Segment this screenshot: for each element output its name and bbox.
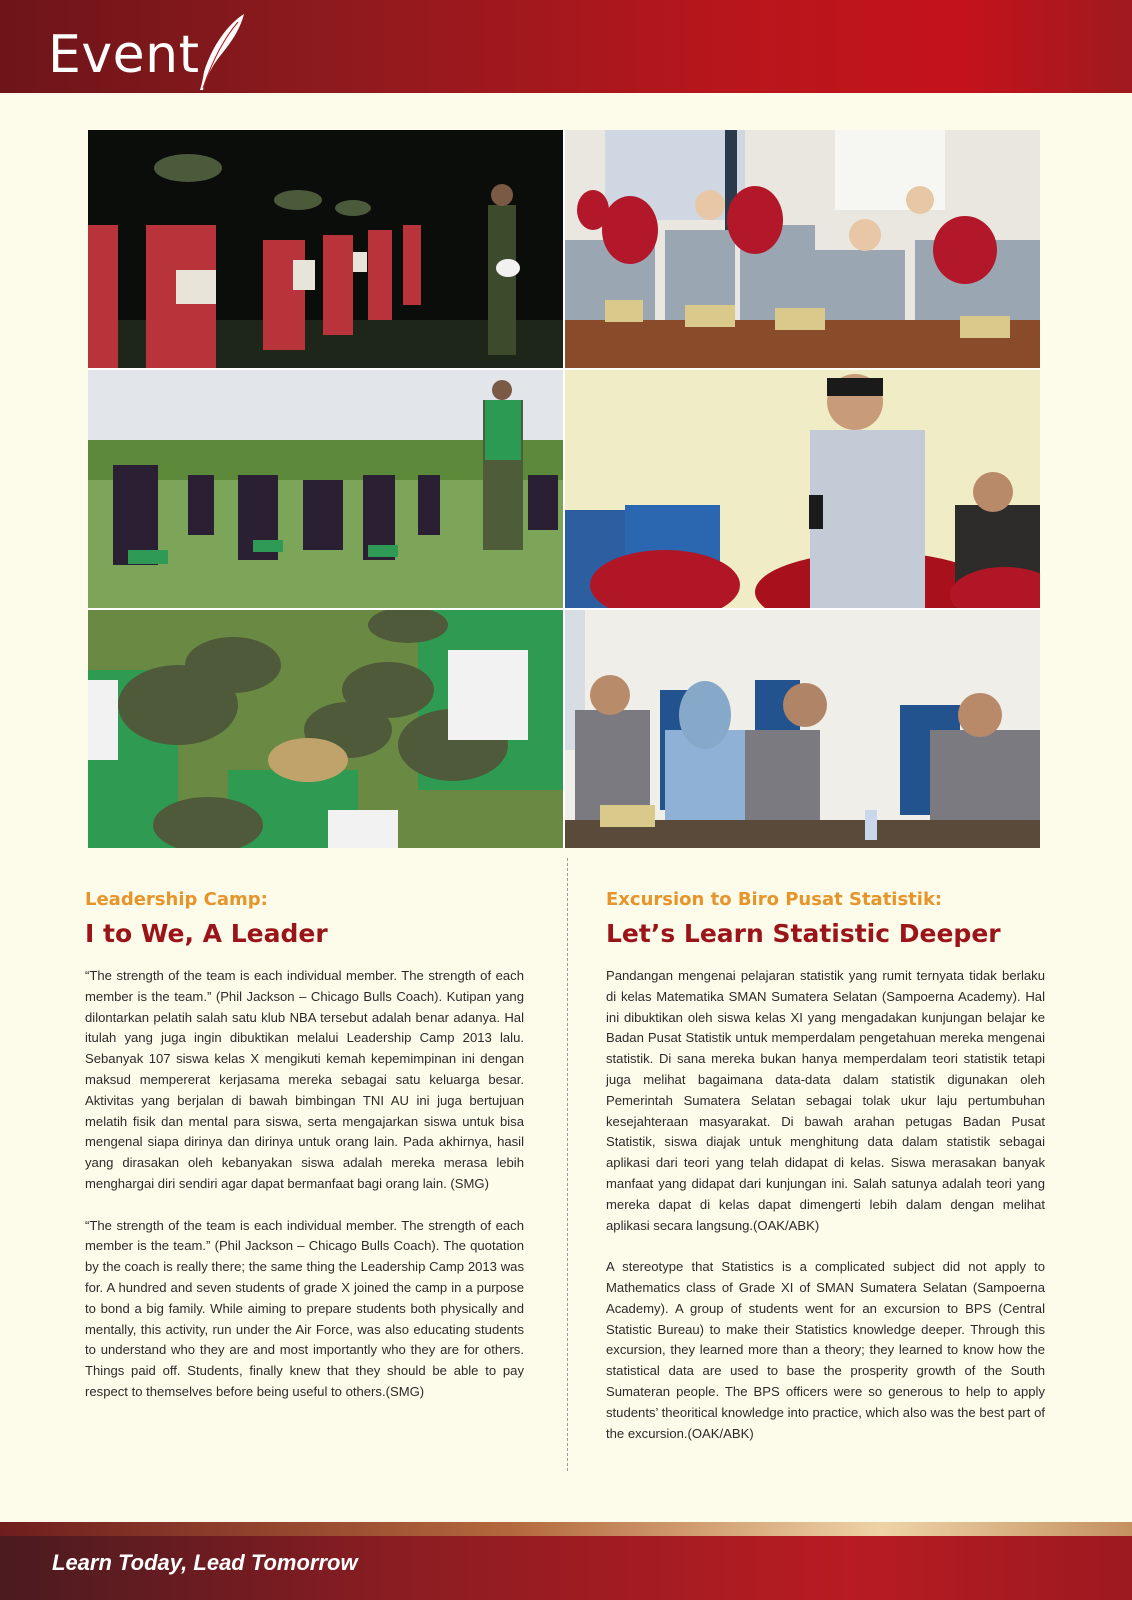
- feather-icon: [194, 12, 250, 92]
- column-divider: [567, 858, 568, 1471]
- article-kicker: Excursion to Biro Pusat Statistik:: [606, 889, 943, 910]
- article-leadership-camp: [85, 888, 524, 1403]
- photo-student-asking-question: [565, 370, 1040, 608]
- photo-collage: [88, 130, 1040, 848]
- article-headline: Let’s Learn Statistic Deeper: [606, 919, 1001, 948]
- photo-night-camp-line: [88, 130, 563, 368]
- article-kicker: Leadership Camp:: [85, 889, 268, 910]
- article-body: [606, 966, 1045, 1444]
- article-paragraph-id: Pandangan mengenai pelajaran statistik yang rumit ternyata tidak berlaku di kelas Matematika SMAN Sumatera Selatan (Sampoerna Academy). Hal ini dibuktikan oleh siswa kelas XI yang mengadakan kunjungan belajar ke Badan Pusat Statistik untuk memperdalam pengetahuan mereka mengenai statistik. Di sana mereka bukan hanya memperdalam teori statistik tetapi juga melihat bagaimana data-data dalam statistik digunakan oleh Pemerintah Sumatera Selatan sebagai tolak ukur laju pertumbuhan kesejahteraan masyarakat. Di bawah arahan petugas Badan Pusat Statistik, siswa diajak untuk menghitung data dalam statistik sebagai aplikasi dari teori yang telah didapat di kelas. Siswa merasakan banyak manfaat yang didapat dari kunjungan ini. Salah satunya adalah teori yang mereka dapat di kelas dapat dimengerti lebih dalam dengan melihat aplikasi secara langsung.(OAK/ABK): [606, 968, 1045, 1233]
- article-paragraph-en: “The strength of the team is each individual member. The strength of each member is the team.” (Phil Jackson – Chicago Bulls Coach). The quotation by the coach is really there; the same thing the Leadership Camp 2013 was for. A hundred and seven students of grade X joined the camp in a purpose to bond a big family. While aiming to prepare students both physically and mentally, this activity, run under the Air Force, was also educating students to understand who they are and most importantly who they are for others. Things paid off. Students, finally knew that they should be able to pay respect to themselves before being useful to others.(SMG): [85, 1217, 524, 1399]
- article-paragraph-id: “The strength of the team is each individual member. The strength of each member is the team.” (Phil Jackson – Chicago Bulls Coach). Kutipan yang dilontarkan pelatih salah satu klub NBA tersebut adalah benar adanya. Hal itulah yang juga ingin dibuktikan melalui Leadership Camp 2013 lalu. Sebanyak 107 siswa kelas X mengikuti kemah kepemimpinan ini dengan maksud mempererat kerjasama mereka sebagai satu keluarga besar. Aktivitas yang berjalan di bawah bimbingan TNI AU ini juga bertujuan melatih fisik dan mental para siswa, serta mengajarkan siswa untuk bisa mengenal siapa dirinya dan dirinya untuk orang lain. Pada akhirnya, hasil yang dirasakan oleh kebanyakan siswa adalah mereka merasa lebih menghargai diri sendiri agar dapat bermanfaat bagi orang lain. (SMG): [85, 968, 524, 1191]
- footer-slogan: Learn Today, Lead Tomorrow: [52, 1550, 358, 1575]
- section-title: Event: [48, 25, 200, 85]
- footer-band: [0, 1536, 1132, 1600]
- photo-students-classroom: [565, 130, 1040, 368]
- article-body: [85, 966, 524, 1403]
- header-band: [0, 0, 1132, 93]
- photo-field-exercise: [88, 370, 563, 608]
- article-headline: I to We, A Leader: [85, 919, 328, 948]
- article-paragraph-en: A stereotype that Statistics is a complicated subject did not apply to Mathematics class of Grade XI of SMAN Sumatera Selatan (Sampoerna Academy). A group of students went for an excursion to BPS (Central Statistic Bureau) to make their Statistics knowledge deeper. Through this excursion, they learned more than a theory; they learned to know how the statistical data are used to base the prosperity growth of the South Sumateran people. The BPS officers were so generous to help to apply students’ theoritical knowledge into practice, which also was the best part of the excursion.(OAK/ABK): [606, 1259, 1045, 1441]
- photo-bps-officers-panel: [565, 610, 1040, 848]
- footer-accent-line: [0, 1522, 1132, 1536]
- photo-camp-meal-circle: [88, 610, 563, 848]
- article-bps-excursion: [606, 888, 1045, 1444]
